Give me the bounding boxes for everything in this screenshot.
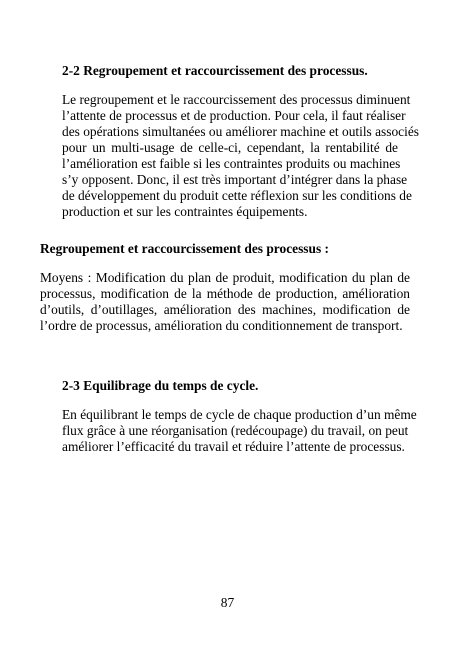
paragraph-line: l’amélioration est faible si les contraintes produits ou machines: [62, 156, 401, 171]
paragraph-line: En équilibrant le temps de cycle de chaque production d’un même: [62, 407, 417, 422]
paragraph-line: de développement du produit cette réflexion sur les conditions de: [62, 188, 412, 203]
page-number: 87: [220, 595, 235, 610]
paragraph-line: Moyens : Modification du plan de produit, modification du plan de: [40, 270, 410, 285]
paragraph-line: flux grâce à une réorganisation (redécoupage) du travail, on peut: [62, 423, 409, 438]
paragraph-line: l’ordre de processus, amélioration du conditionnement de transport.: [40, 318, 403, 333]
paragraph-line: Le regroupement et le raccourcissement des processus diminuent: [62, 92, 411, 107]
paragraph-line: processus, modification de la méthode de production, amélioration: [40, 286, 410, 301]
paragraph-line: production et sur les contraintes équipements.: [62, 204, 308, 219]
means-heading: Regroupement et raccourcissement des processus :: [40, 241, 329, 256]
paragraph-line: des opérations simultanées ou améliorer machine et outils associés: [62, 124, 419, 139]
paragraph-line: l’attente de processus et de production. Pour cela, il faut réaliser: [62, 108, 406, 123]
paragraph-line: pour un multi-usage de celle-ci, cependant, la rentabilité de: [62, 140, 398, 155]
section-2-2-heading: 2-2 Regroupement et raccourcissement des processus.: [62, 63, 368, 78]
paragraph-line: s’y opposent. Donc, il est très important d’intégrer dans la phase: [62, 172, 408, 187]
section-2-3-heading: 2-3 Equilibrage du temps de cycle.: [62, 378, 259, 393]
paragraph-line: améliorer l’efficacité du travail et réduire l’attente de processus.: [62, 439, 405, 454]
paragraph-line: d’outils, d’outillages, amélioration des machines, modification de: [40, 302, 410, 317]
